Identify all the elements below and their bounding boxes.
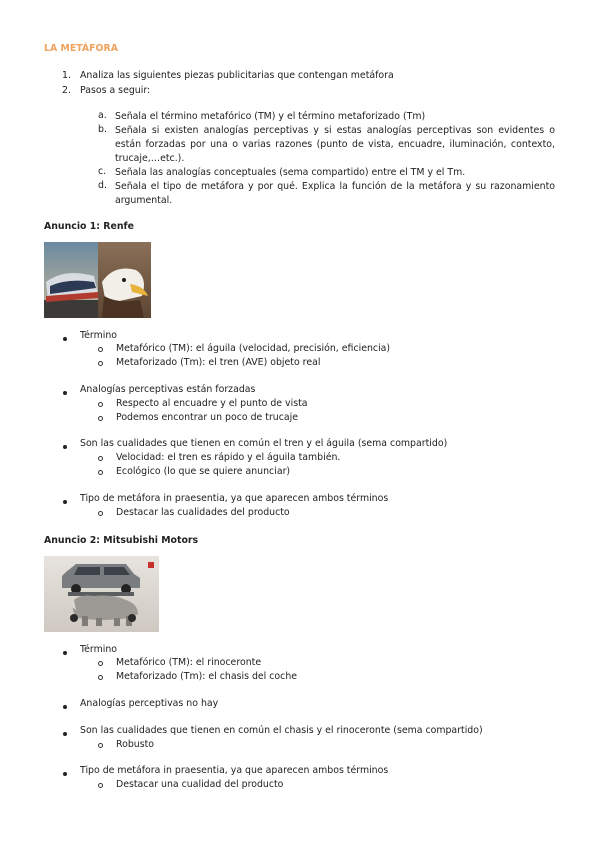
- ad2-bullet-1-sub-1: Metafórico (TM): el rinoceronte: [116, 657, 262, 668]
- sub-bullet-circle: [98, 456, 103, 461]
- ad2-bullet-1-sub-2: Metaforizado (Tm): el chasis del coche: [116, 671, 298, 682]
- train-eagle-image: [44, 242, 151, 318]
- substep-b-marker: b.: [98, 124, 107, 135]
- bullet-dot: [63, 500, 67, 504]
- substep-d-marker: d.: [98, 180, 107, 191]
- sub-bullet-circle: [98, 347, 103, 352]
- car-rhino-image: [44, 556, 159, 632]
- ad2-bullet-3-sub-1: Robusto: [116, 739, 155, 750]
- ad2-bullet-4-sub-1: Destacar una cualidad del producto: [116, 779, 284, 790]
- ad2-bullet-3: Son las cualidades que tienen en común el chasis y el rinoceronte (sema compartido): [80, 725, 483, 736]
- ad1-bullet-1-sub-2: Metaforizado (Tm): el tren (AVE) objeto real: [116, 357, 321, 368]
- train-and-eagle-photo-icon: [44, 242, 151, 318]
- bullet-dot: [63, 732, 67, 736]
- page-title: LA METÁFORA: [44, 43, 118, 54]
- substep-b-text: Señala si existen analogías perceptivas y si estas analogías perceptivas son evidentes o están forzadas por una o varias razones (punto de vista, encuadre, iluminación, contexto, trucaje,…etc.).: [115, 125, 555, 164]
- ad1-bullet-1: Término: [80, 330, 118, 341]
- ad1-heading: Anuncio 1: Renfe: [44, 221, 134, 232]
- bullet-dot: [63, 772, 67, 776]
- step-2-text: Pasos a seguir:: [80, 85, 151, 96]
- bullet-dot: [63, 337, 67, 341]
- substep-a-text: Señala el término metafórico (TM) y el término metaforizado (Tm): [115, 111, 426, 122]
- step-1-marker: 1.: [62, 70, 71, 81]
- ad2-heading: Anuncio 2: Mitsubishi Motors: [44, 535, 199, 546]
- ad1-bullet-4: Tipo de metáfora in praesentia, ya que aparecen ambos términos: [80, 493, 389, 504]
- bullet-dot: [63, 705, 67, 709]
- bullet-dot: [63, 651, 67, 655]
- sub-bullet-circle: [98, 402, 103, 407]
- ad1-bullet-3-sub-2: Ecológico (lo que se quiere anunciar): [116, 466, 291, 477]
- ad1-bullet-4-sub-1: Destacar las cualidades del producto: [116, 507, 290, 518]
- substep-d-text: Señala el tipo de metáfora y por qué. Explica la función de la metáfora y su razonamiento argumental.: [115, 181, 555, 206]
- step-1-text: Analiza las siguientes piezas publicitarias que contengan metáfora: [80, 70, 394, 81]
- ad1-bullet-2-sub-2: Podemos encontrar un poco de trucaje: [116, 412, 299, 423]
- sub-bullet-circle: [98, 511, 103, 516]
- step-2-marker: 2.: [62, 85, 71, 96]
- ad1-bullet-3-sub-1: Velocidad: el tren es rápido y el águila también.: [116, 452, 341, 463]
- ad1-bullet-2-sub-1: Respecto al encuadre y el punto de vista: [116, 398, 308, 409]
- sub-bullet-circle: [98, 361, 103, 366]
- bullet-dot: [63, 391, 67, 395]
- ad1-bullet-1-sub-1: Metafórico (TM): el águila (velocidad, precisión, eficiencia): [116, 343, 391, 354]
- sub-bullet-circle: [98, 470, 103, 475]
- sub-bullet-circle: [98, 783, 103, 788]
- substep-a-marker: a.: [98, 110, 107, 121]
- sub-bullet-circle: [98, 743, 103, 748]
- sub-bullet-circle: [98, 675, 103, 680]
- bullet-dot: [63, 445, 67, 449]
- sub-bullet-circle: [98, 416, 103, 421]
- ad2-bullet-4: Tipo de metáfora in praesentia, ya que aparecen ambos términos: [80, 765, 389, 776]
- substep-c-text: Señala las analogías conceptuales (sema compartido) entre el TM y el Tm.: [115, 167, 466, 178]
- ad2-bullet-1: Término: [80, 644, 118, 655]
- substep-c-marker: c.: [98, 166, 107, 177]
- sub-bullet-circle: [98, 661, 103, 666]
- ad1-bullet-2: Analogías perceptivas están forzadas: [80, 384, 256, 395]
- ad2-bullet-2: Analogías perceptivas no hay: [80, 698, 219, 709]
- ad1-bullet-3: Son las cualidades que tienen en común el tren y el águila (sema compartido): [80, 438, 448, 449]
- car-and-rhino-photo-icon: [44, 556, 159, 632]
